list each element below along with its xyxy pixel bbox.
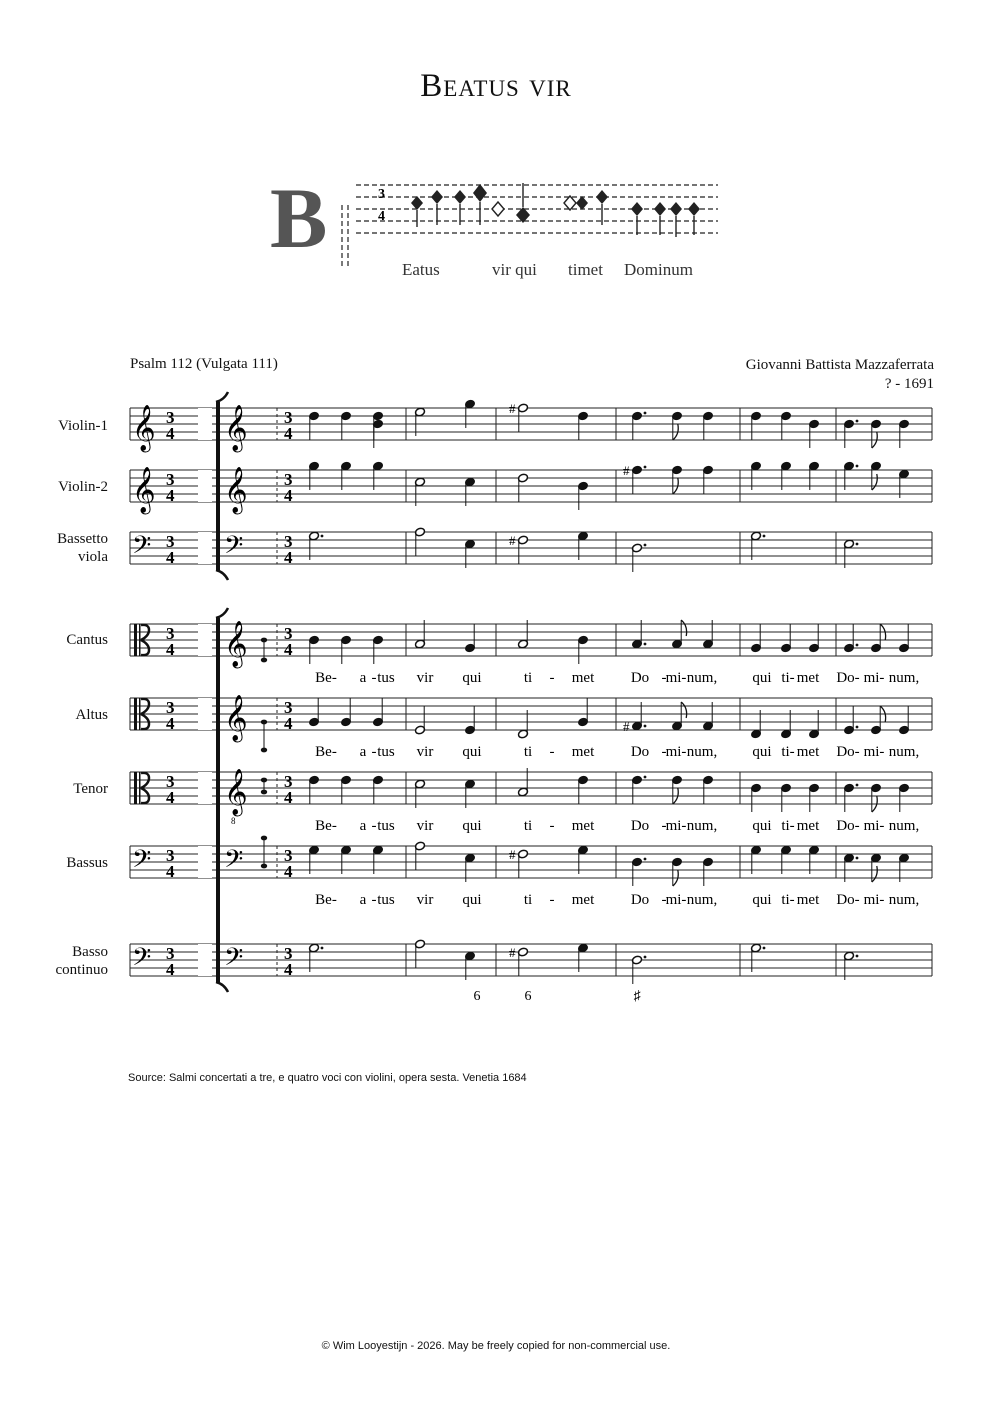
bass-clef-icon: 𝄢 bbox=[132, 532, 152, 565]
source-note: Source: Salmi concertati a tre, e quatro voci con violini, opera sesta. Venetia 1684 bbox=[128, 1072, 527, 1084]
lyric-syllable: Do bbox=[630, 818, 650, 834]
alto-clef-icon bbox=[134, 698, 137, 730]
time-signature-lower: 4 bbox=[166, 486, 175, 505]
time-signature-lower: 4 bbox=[284, 640, 293, 659]
lyric-syllable: num, bbox=[686, 818, 718, 834]
ambitus-high bbox=[261, 638, 267, 643]
incipit-lyric-3: timet bbox=[568, 260, 603, 279]
lyric-syllable: - bbox=[371, 670, 377, 686]
lyric-syllable: mi- bbox=[665, 892, 687, 908]
lyric-syllable: met bbox=[571, 818, 595, 834]
note-dot bbox=[856, 726, 859, 729]
lyric-syllable: met bbox=[796, 670, 820, 686]
ambitus-low bbox=[261, 790, 267, 795]
lyric-syllable: - bbox=[661, 670, 667, 686]
lyric-syllable: - bbox=[549, 670, 555, 686]
lyric-syllable: - bbox=[661, 818, 667, 834]
lyric-syllable: tus bbox=[377, 892, 395, 908]
treble-clef-icon: 𝄞 bbox=[224, 621, 248, 666]
bracket-bottom bbox=[216, 570, 228, 580]
time-signature-lower: 4 bbox=[166, 788, 175, 807]
note-dot bbox=[644, 544, 647, 547]
note-dot bbox=[763, 535, 766, 538]
lyric-syllable: met bbox=[571, 744, 595, 760]
lyric-syllable: vir bbox=[416, 744, 434, 760]
bass-clef-icon: 𝄢 bbox=[224, 846, 244, 879]
bass-clef-icon: 𝄢 bbox=[132, 944, 152, 977]
lyric-syllable: tus bbox=[377, 818, 395, 834]
treble-clef-icon: 𝄞 bbox=[224, 467, 248, 512]
lyric-syllable: mi- bbox=[863, 892, 885, 908]
note-flag bbox=[872, 866, 877, 882]
page-title: Beatus vir bbox=[420, 68, 572, 104]
time-signature-upper: 3 bbox=[284, 408, 293, 427]
incipit-lyric-4: Dominum bbox=[624, 260, 693, 279]
lyric-syllable: - bbox=[661, 892, 667, 908]
alto-clef-icon bbox=[134, 772, 137, 804]
lyric-syllable: vir bbox=[416, 818, 434, 834]
lyric-syllable: Do- bbox=[836, 670, 860, 686]
composer-name: Giovanni Battista Mazzaferrata bbox=[745, 357, 934, 373]
ambitus-high bbox=[261, 778, 267, 783]
lyric-syllable: - bbox=[549, 818, 555, 834]
note-dot bbox=[856, 420, 859, 423]
label-bassus: Bassus bbox=[66, 855, 108, 871]
lyric-syllable: qui bbox=[752, 670, 772, 686]
lyric-syllable: mi- bbox=[665, 818, 687, 834]
lyric-syllable: - bbox=[371, 818, 377, 834]
lyric-syllable: - bbox=[549, 744, 555, 760]
note-dot bbox=[321, 535, 324, 538]
note-dot bbox=[856, 784, 859, 787]
note-dot bbox=[321, 947, 324, 950]
lyric-syllable: ti bbox=[523, 818, 533, 834]
time-signature-lower: 4 bbox=[284, 424, 293, 443]
lyric-syllable: - bbox=[371, 892, 377, 908]
time-signature-lower: 4 bbox=[284, 788, 293, 807]
alto-clef-icon bbox=[139, 772, 141, 804]
lyric-syllable: a bbox=[359, 818, 367, 834]
lyric-syllable: tus bbox=[377, 670, 395, 686]
lyric-syllable: vir bbox=[416, 892, 434, 908]
lyric-syllable: ti- bbox=[781, 818, 795, 834]
lyric-syllable: num, bbox=[888, 670, 920, 686]
figured-bass-number: ♯ bbox=[633, 989, 641, 1004]
lyric-syllable: met bbox=[571, 670, 595, 686]
bass-clef-icon: 𝄢 bbox=[224, 944, 244, 977]
time-signature-upper: 3 bbox=[166, 470, 175, 489]
octave-mark: 8 bbox=[231, 816, 236, 826]
ambitus-low bbox=[261, 658, 267, 663]
note-dot bbox=[644, 858, 647, 861]
alto-clef-icon bbox=[139, 624, 141, 656]
lyric-syllable: a bbox=[359, 744, 367, 760]
composer-dates: ? - 1691 bbox=[884, 376, 934, 392]
lyric-syllable: mi- bbox=[665, 670, 687, 686]
label-continuo-line2: continuo bbox=[55, 962, 108, 978]
treble-clef-icon: 𝄞 bbox=[132, 405, 156, 450]
lyric-syllable: ti- bbox=[781, 670, 795, 686]
lyric-syllable: qui bbox=[462, 744, 482, 760]
time-signature-upper: 3 bbox=[284, 470, 293, 489]
lyric-syllable: tus bbox=[377, 744, 395, 760]
note-dot bbox=[856, 857, 859, 860]
time-signature-lower: 4 bbox=[166, 960, 175, 979]
lyric-syllable: Be- bbox=[315, 892, 337, 908]
time-signature-lower: 4 bbox=[284, 548, 293, 567]
lyric-syllable: num, bbox=[686, 670, 718, 686]
note-dot bbox=[644, 956, 647, 959]
label-bassetto-line1: Bassetto bbox=[57, 531, 108, 547]
bracket-top bbox=[216, 392, 228, 402]
time-signature-upper: 3 bbox=[284, 772, 293, 791]
lyric-syllable: qui bbox=[752, 744, 772, 760]
treble-clef-icon: 𝄞 bbox=[224, 695, 248, 740]
bass-clef-icon: 𝄢 bbox=[224, 532, 244, 565]
time-signature-upper: 3 bbox=[284, 698, 293, 717]
sharp-accidental: # bbox=[509, 945, 516, 960]
lyric-syllable: met bbox=[796, 892, 820, 908]
lyric-syllable: Be- bbox=[315, 818, 337, 834]
figured-bass bbox=[474, 989, 642, 1004]
label-violin1: Violin-1 bbox=[58, 418, 108, 434]
ambitus-high bbox=[261, 720, 267, 725]
lyric-syllable: ti bbox=[523, 892, 533, 908]
note-dot bbox=[856, 644, 859, 647]
lyric-syllable: Do- bbox=[836, 818, 860, 834]
ambitus-low bbox=[261, 864, 267, 869]
sharp-accidental: # bbox=[509, 847, 516, 862]
note-dot bbox=[644, 725, 647, 728]
time-signature-upper: 3 bbox=[284, 846, 293, 865]
figured-bass-number: 6 bbox=[473, 989, 481, 1004]
treble-clef-icon: 𝄞 bbox=[224, 405, 248, 450]
lyric-syllable: Be- bbox=[315, 744, 337, 760]
lyric-syllable: num, bbox=[888, 744, 920, 760]
lyric-syllable: a bbox=[359, 670, 367, 686]
label-continuo-line1: Basso bbox=[72, 944, 108, 960]
incipit-lyric-2: vir qui bbox=[492, 260, 537, 279]
copyright-notice: © Wim Looyestijn - 2026. May be freely copied for non-commercial use. bbox=[321, 1340, 671, 1352]
lyric-syllable: qui bbox=[752, 818, 772, 834]
label-violin2: Violin-2 bbox=[58, 479, 108, 495]
lyric-syllable: qui bbox=[462, 818, 482, 834]
time-signature-lower: 4 bbox=[166, 862, 175, 881]
sharp-accidental: # bbox=[509, 533, 516, 548]
lyric-syllable: Do bbox=[630, 670, 650, 686]
lyric-syllable: qui bbox=[462, 892, 482, 908]
time-signature-lower: 4 bbox=[166, 640, 175, 659]
time-signature-upper: 3 bbox=[284, 532, 293, 551]
lyric-syllable: mi- bbox=[863, 818, 885, 834]
note-flag bbox=[681, 702, 686, 718]
incipit-lyric-1: Eatus bbox=[402, 260, 440, 279]
time-signature-upper: 3 bbox=[166, 772, 175, 791]
note-dot bbox=[644, 776, 647, 779]
note-dot bbox=[644, 466, 647, 469]
time-signature-lower: 4 bbox=[166, 548, 175, 567]
lyric-syllable: ti- bbox=[781, 892, 795, 908]
lyric-syllable: qui bbox=[752, 892, 772, 908]
figured-bass-number: 6 bbox=[524, 989, 532, 1004]
time-signature-upper: 3 bbox=[166, 846, 175, 865]
time-signature-lower: 4 bbox=[166, 714, 175, 733]
incipit-time-upper: 3 bbox=[378, 187, 385, 202]
note-dot bbox=[763, 947, 766, 950]
lyric-syllable: - bbox=[549, 892, 555, 908]
treble-clef-icon: 𝄞 bbox=[132, 467, 156, 512]
lyric-syllable: mi- bbox=[863, 744, 885, 760]
lyric-syllable: num, bbox=[686, 892, 718, 908]
lyric-syllable: ti- bbox=[781, 744, 795, 760]
label-tenor: Tenor bbox=[73, 781, 108, 797]
time-signature-upper: 3 bbox=[166, 624, 175, 643]
sharp-accidental: # bbox=[509, 401, 516, 416]
note-flag bbox=[872, 474, 877, 490]
psalm-reference: Psalm 112 (Vulgata 111) bbox=[130, 356, 278, 372]
lyric-syllable: ti bbox=[523, 744, 533, 760]
time-signature-lower: 4 bbox=[284, 714, 293, 733]
bracket-top bbox=[216, 608, 228, 618]
lyric-syllable: - bbox=[661, 744, 667, 760]
lyric-syllable: met bbox=[796, 818, 820, 834]
note-dot bbox=[856, 543, 859, 546]
time-signature-upper: 3 bbox=[166, 532, 175, 551]
bracket-bottom bbox=[216, 982, 228, 992]
label-altus: Altus bbox=[75, 707, 108, 723]
time-signature-lower: 4 bbox=[284, 486, 293, 505]
ambitus-low bbox=[261, 748, 267, 753]
note-dot bbox=[644, 412, 647, 415]
time-signature-upper: 3 bbox=[166, 408, 175, 427]
sharp-accidental: # bbox=[623, 463, 630, 478]
lyric-syllable: Do- bbox=[836, 892, 860, 908]
note-flag bbox=[681, 620, 686, 636]
time-signature-lower: 4 bbox=[284, 960, 293, 979]
lyric-syllable: mi- bbox=[863, 670, 885, 686]
label-cantus: Cantus bbox=[66, 632, 108, 648]
lyric-syllable: num, bbox=[888, 818, 920, 834]
lyric-syllable: met bbox=[571, 892, 595, 908]
lyric-syllable: Do bbox=[630, 892, 650, 908]
lyric-syllable: qui bbox=[462, 670, 482, 686]
time-signature-lower: 4 bbox=[284, 862, 293, 881]
lyric-syllable: a bbox=[359, 892, 367, 908]
time-signature-upper: 3 bbox=[284, 624, 293, 643]
lyric-syllable: Do bbox=[630, 744, 650, 760]
time-signature-upper: 3 bbox=[166, 698, 175, 717]
lyric-syllable: mi- bbox=[665, 744, 687, 760]
label-bassetto-line2: viola bbox=[78, 549, 108, 565]
treble-clef-icon: 𝄞 bbox=[224, 769, 248, 814]
time-signature-upper: 3 bbox=[166, 944, 175, 963]
lyric-syllable: met bbox=[796, 744, 820, 760]
incipit-initial: B bbox=[270, 175, 328, 266]
ambitus-high bbox=[261, 836, 267, 841]
bass-clef-icon: 𝄢 bbox=[132, 846, 152, 879]
incipit-time-lower: 4 bbox=[378, 209, 385, 224]
lyric-syllable: num, bbox=[888, 892, 920, 908]
time-signature-lower: 4 bbox=[166, 424, 175, 443]
lyric-syllable: ti bbox=[523, 670, 533, 686]
lyric-syllable: Do- bbox=[836, 744, 860, 760]
lyric-syllable: Be- bbox=[315, 670, 337, 686]
lyric-syllable: - bbox=[371, 744, 377, 760]
note-dot bbox=[856, 955, 859, 958]
lyric-syllable: vir bbox=[416, 670, 434, 686]
alto-clef-icon bbox=[134, 624, 137, 656]
sharp-accidental: # bbox=[623, 719, 630, 734]
lyric-syllable: num, bbox=[686, 744, 718, 760]
note-dot bbox=[856, 465, 859, 468]
alto-clef-icon bbox=[139, 698, 141, 730]
note-dot bbox=[644, 643, 647, 646]
time-signature-upper: 3 bbox=[284, 944, 293, 963]
